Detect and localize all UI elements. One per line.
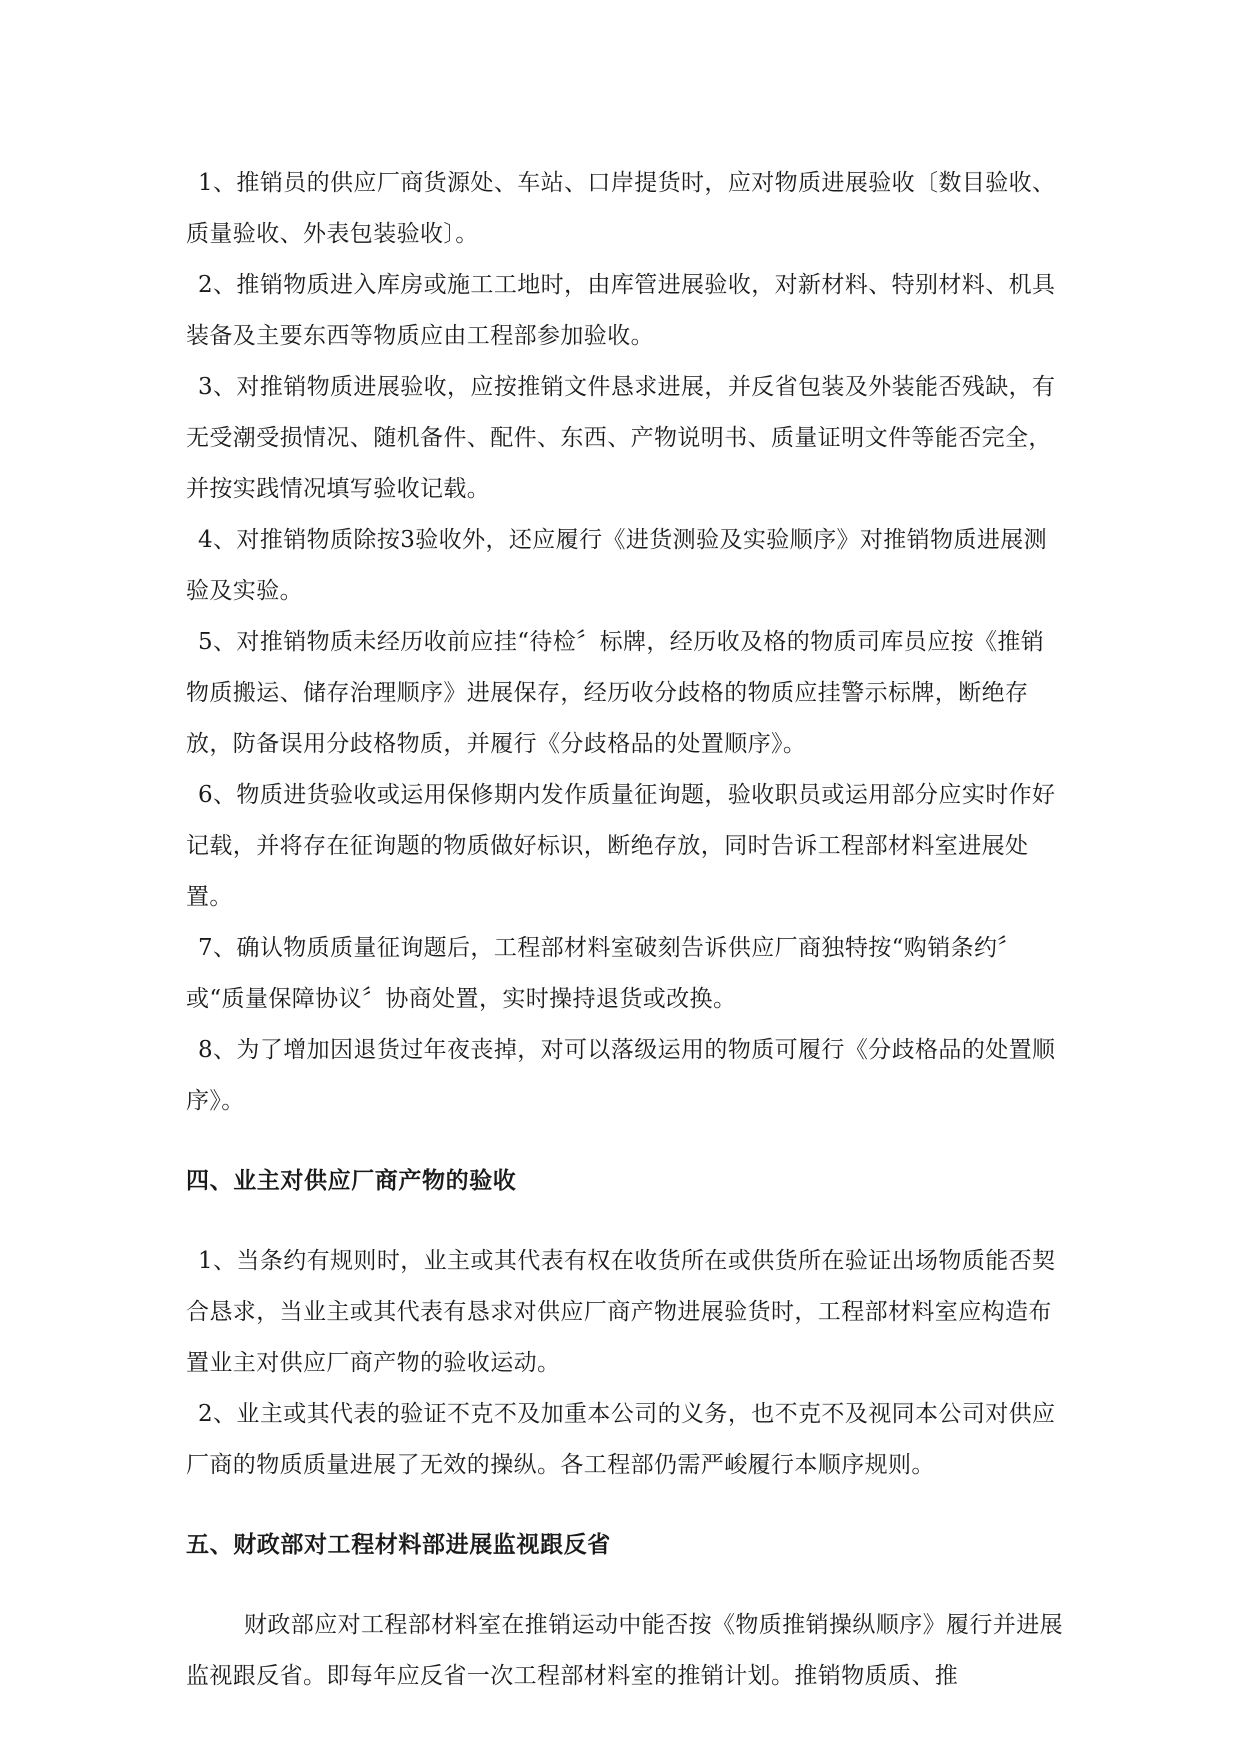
spacer: [186, 1207, 1066, 1236]
list-item-3: 3、对推销物质进展验收，应按推销文件恳求进展，并反省包装及外装能否残缺，有无受潮受损情况、随机备件、配件、东西、产物说明书、质量证明文件等能否完全，并按实践情况填写验收记载。: [186, 374, 1056, 502]
list-item-6: 6、物质进货验收或运用保修期内发作质量征询题，验收职员或运用部分应实时作好记载，并将存在征询题的物质做好标识，断绝存放，同时告诉工程部材料室进展处置。: [186, 782, 1056, 910]
list-item-2: 2、推销物质进入库房或施工工地时，由库管进展验收，对新材料、特别材料、机具装备及主要东西等物质应由工程部参加验收。: [186, 272, 1056, 349]
list-item-b1: 1、当条约有规则时，业主或其代表有权在收货所在或供货所在验证出场物质能否契合恳求，当业主或其代表有恳求对供应厂商产物进展验货时，工程部材料室应构造布置业主对供应厂商产物的验收运动。: [186, 1248, 1056, 1376]
spacer: [186, 1571, 1066, 1600]
list-item-5: 5、对推销物质未经历收前应挂“待检〞标牌，经历收及格的物质司库员应按《推销物质搬运、储存治理顺序》进展保存，经历收分歧格的物质应挂警示标牌，断绝存放，防备误用分歧格物质，并履行《分歧格品的处置顺序》。: [186, 629, 1045, 757]
list-item-b2: 2、业主或其代表的验证不克不及加重本公司的义务，也不克不及视同本公司对供应厂商的物质质量进展了无效的操纵。各工程部仍需严峻履行本顺序规则。: [186, 1401, 1056, 1478]
section-heading-4: 四、业主对供应厂商产物的验收: [186, 1168, 517, 1194]
list-item-8: 8、为了增加因退货过年夜丧掉，对可以落级运用的物质可履行《分歧格品的处置顺序》。: [186, 1037, 1056, 1114]
list-item-4: 4、对推销物质除按3验收外，还应履行《进货测验及实验顺序》对推销物质进展测验及实验。: [186, 527, 1048, 604]
spacer: [186, 1127, 1066, 1156]
list-item-1: 1、推销员的供应厂商货源处、车站、口岸提货时，应对物质进展验收〔数目验收、质量验收、外表包装验收〕。: [186, 170, 1056, 247]
spacer: [186, 1491, 1066, 1520]
document-page: [186, 158, 1066, 1702]
body-paragraph-5: 财政部应对工程部材料室在推销运动中能否按《物质推销操纵顺序》履行并进展监视跟反省。即每年应反省一次工程部材料室的推销计划。推销物质质、推: [186, 1612, 1063, 1689]
list-item-7: 7、确认物质质量征询题后，工程部材料室破刻告诉供应厂商独特按“购销条约〞或“质量保障协议〞协商处置，实时操持退货或改换。: [186, 935, 1021, 1012]
section-heading-5: 五、财政部对工程材料部进展监视跟反省: [186, 1532, 611, 1558]
